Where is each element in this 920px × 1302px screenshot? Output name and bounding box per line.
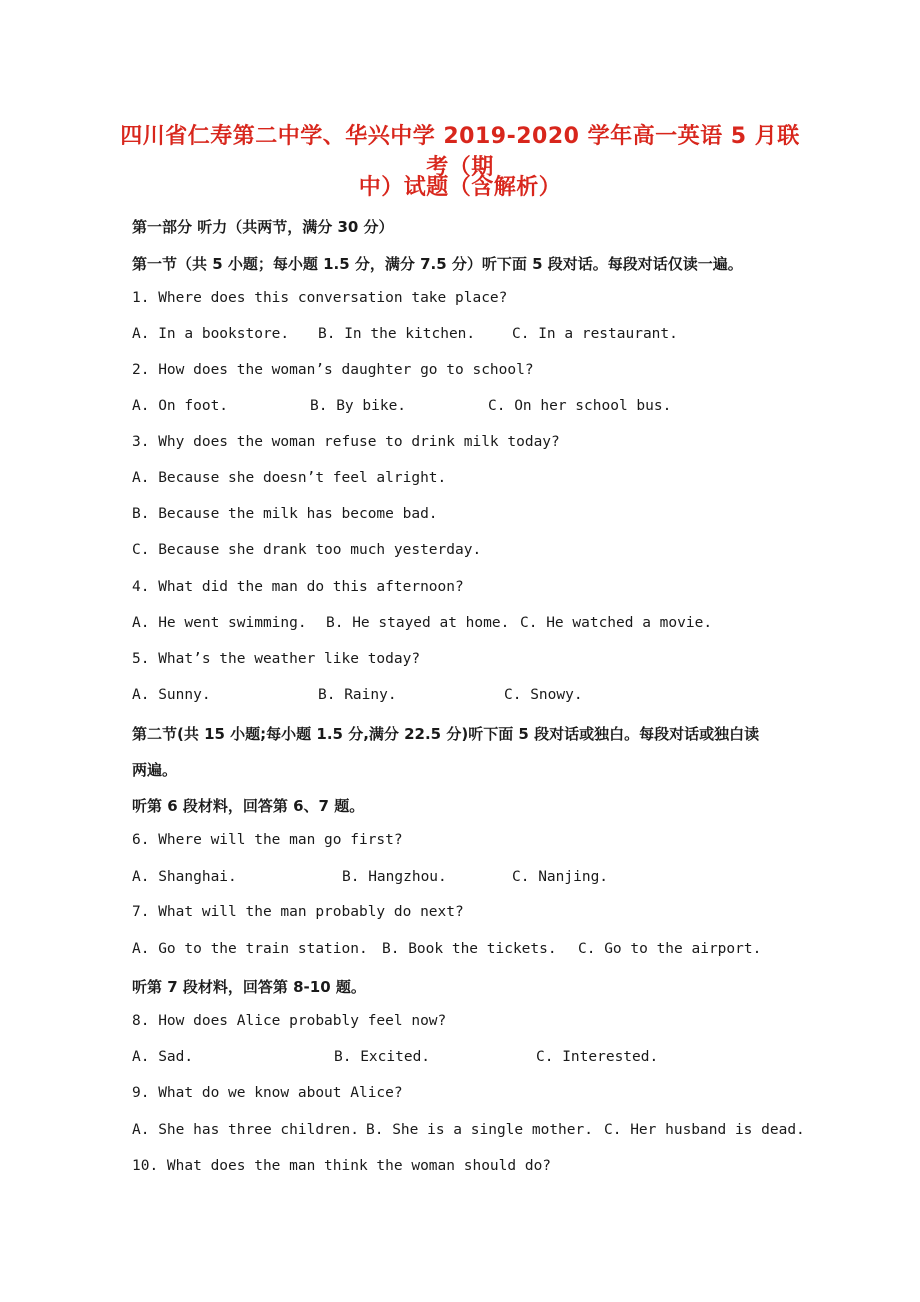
question-8-option-c: C. Interested.: [536, 1049, 659, 1065]
question-7-option-a: A. Go to the train station.: [132, 941, 368, 957]
question-5-stem: 5. What’s the weather like today?: [132, 651, 421, 667]
question-2-option-a: A. On foot.: [132, 398, 229, 414]
question-2-option-b: B. By bike.: [310, 398, 407, 414]
question-4-option-c: C. He watched a movie.: [520, 615, 713, 631]
section-2-heading-line-2: 两遍。: [132, 761, 178, 779]
question-9-stem: 9. What do we know about Alice?: [132, 1085, 403, 1101]
document-title-line-1: 四川省仁寿第二中学、华兴中学 2019-2020 学年高一英语 5 月联考（期: [120, 124, 800, 180]
section-2-heading-line-1: 第二节(共 15 小题;每小题 1.5 分,满分 22.5 分)听下面 5 段对话或独白。每段对话或独白读: [132, 725, 760, 743]
question-7-stem: 7. What will the man probably do next?: [132, 904, 464, 920]
question-7-option-c: C. Go to the airport.: [578, 941, 762, 957]
question-5-option-c: C. Snowy.: [504, 687, 583, 703]
question-6-stem: 6. Where will the man go first?: [132, 832, 403, 848]
question-6-option-c: C. Nanjing.: [512, 869, 609, 885]
question-7-option-b: B. Book the tickets.: [382, 941, 557, 957]
question-9-option-a: A. She has three children.: [132, 1122, 359, 1138]
question-9-option-b: B. She is a single mother.: [366, 1122, 593, 1138]
question-1-option-b: B. In the kitchen.: [318, 326, 476, 342]
question-4-option-a: A. He went swimming.: [132, 615, 307, 631]
question-5-option-b: B. Rainy.: [318, 687, 397, 703]
part-heading: 第一部分 听力（共两节，满分 30 分）: [132, 218, 394, 236]
question-3-option-b: B. Because the milk has become bad.: [132, 506, 438, 522]
question-8-stem: 8. How does Alice probably feel now?: [132, 1013, 447, 1029]
question-10-stem: 10. What does the man think the woman should do?: [132, 1158, 552, 1174]
question-2-stem: 2. How does the woman’s daughter go to school?: [132, 362, 534, 378]
question-4-stem: 4. What did the man do this afternoon?: [132, 579, 464, 595]
question-2-option-c: C. On her school bus.: [488, 398, 672, 414]
question-1-stem: 1. Where does this conversation take place?: [132, 290, 508, 306]
question-6-option-b: B. Hangzhou.: [342, 869, 447, 885]
question-3-option-a: A. Because she doesn’t feel alright.: [132, 470, 447, 486]
question-5-option-a: A. Sunny.: [132, 687, 211, 703]
question-4-option-b: B. He stayed at home.: [326, 615, 510, 631]
question-1-option-c: C. In a restaurant.: [512, 326, 678, 342]
material-7-heading: 听第 7 段材料，回答第 8-10 题。: [132, 978, 366, 996]
question-6-option-a: A. Shanghai.: [132, 869, 237, 885]
question-1-option-a: A. In a bookstore.: [132, 326, 290, 342]
question-8-option-a: A. Sad.: [132, 1049, 194, 1065]
question-3-option-c: C. Because she drank too much yesterday.: [132, 542, 482, 558]
material-6-heading: 听第 6 段材料，回答第 6、7 题。: [132, 797, 365, 815]
section-1-heading: 第一节（共 5 小题；每小题 1.5 分，满分 7.5 分）听下面 5 段对话。每段对话仅读一遍。: [132, 255, 743, 273]
question-9-option-c: C. Her husband is dead.: [604, 1122, 805, 1138]
question-8-option-b: B. Excited.: [334, 1049, 431, 1065]
document-title-line-2: 中）试题（含解析）: [358, 175, 562, 200]
question-3-stem: 3. Why does the woman refuse to drink milk today?: [132, 434, 560, 450]
